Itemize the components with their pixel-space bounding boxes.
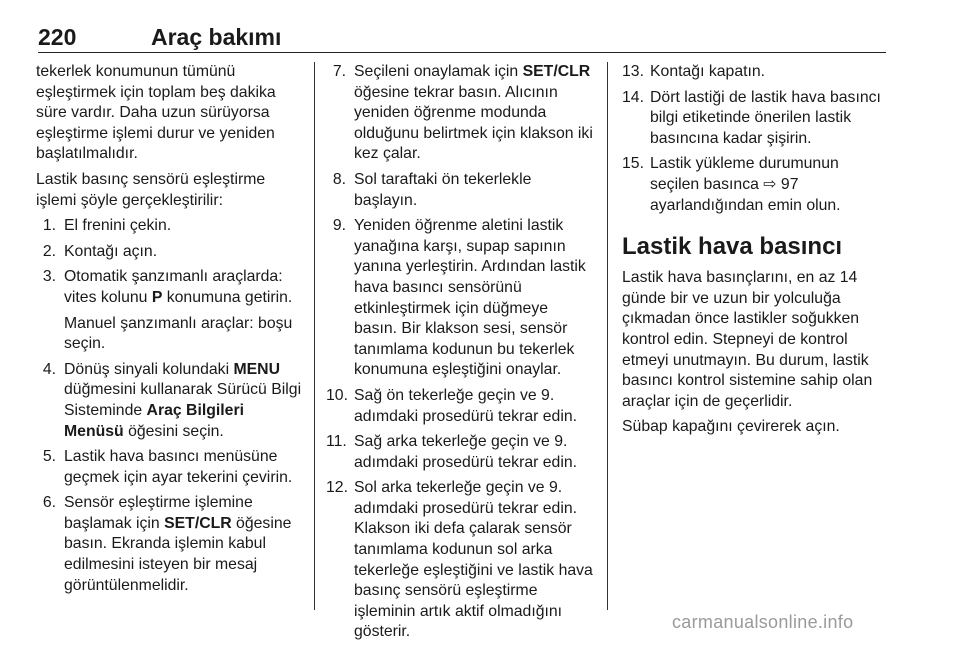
section-heading: Lastik hava basıncı — [622, 233, 843, 261]
section-paragraph-2: Sübap kapağını çevirerek açın. — [622, 418, 840, 436]
step-text: Kontağı kapatın. — [650, 63, 766, 80]
menu-name: Araç Bilgileri Menüsü — [64, 401, 244, 440]
step-text: Dönüş sinyali kolundaki — [64, 360, 234, 378]
gear-position: P — [151, 288, 163, 306]
step-text: Sensör eşleştirme işlemine başlamak için — [64, 494, 253, 532]
column-divider-2 — [607, 62, 608, 610]
section-paragraph: Lastik hava basınçlarını, en az 14 günde bir ve uzun bir yolculuğa çıkmadan önce lastikler soğukken kontrol edin. Stepneyi de kontrol etmeyi unutmayın. Bu durum, lastik basıncı kontrol sistemine sahip olan araçlar için de geçerlidir. — [622, 269, 873, 410]
step-13 — [622, 62, 890, 83]
step-number: 8. — [332, 170, 346, 188]
step-number: 2. — [42, 242, 56, 260]
steps-list-1 — [36, 216, 304, 596]
step-number: 6. — [42, 494, 56, 512]
procedure-intro: Lastik basınç sensörü eşleştirme işlemi şöyle gerçekleştirilir: — [36, 170, 266, 209]
page-reference[interactable]: 97 — [776, 175, 799, 193]
step-3 — [36, 267, 304, 354]
step-text: El frenini çekin. — [64, 217, 172, 235]
step-7 — [326, 62, 594, 165]
step-text: Sağ ön tekerleğe geçin ve 9. adımdaki prosedürü tekrar edin. — [354, 386, 578, 425]
step-2 — [36, 242, 304, 263]
step-8 — [326, 170, 594, 211]
step-number: 14. — [622, 88, 644, 106]
step-text: Kontağı açın. — [64, 242, 158, 260]
step-number: 11. — [326, 433, 347, 451]
step-text: Yeniden öğrenme aletini lastik yanağına karşı, supap sapının yanına yerleştirin. Ardından lastik hava basıncı sensörünü etkinleştirmek için düğmeye basın. Bir klakson sesi, sensör tanımlama kodunun bu tekerlek konumuna eşleştiğini onaylar. — [354, 217, 586, 379]
step-6 — [36, 493, 304, 596]
column-2 — [326, 62, 594, 648]
step-text: öğesine tekrar basın. Alıcının yeniden öğrenme modunda olduğunu belirtmek için klakson iki kez çalar. — [354, 83, 593, 163]
column-1 — [36, 62, 304, 601]
page-header — [38, 24, 886, 53]
chapter-title: Araç bakımı — [151, 24, 282, 50]
step-text: Lastik hava basıncı menüsüne geçmek için ayar tekerini çevirin. — [64, 448, 293, 486]
steps-list-3 — [622, 62, 890, 216]
watermark: carmanualsonline.info — [672, 612, 854, 632]
step-number: 1. — [42, 217, 56, 235]
step-number: 9. — [332, 217, 346, 235]
step-text: ayarlandığından emin olun. — [650, 196, 841, 214]
step-text: Sol arka tekerleğe geçin ve 9. adımdaki prosedürü tekrar edin. Klakson iki defa çalarak sensör tanımlama kodunun sol arka tekerleğe eşleştiğini ve lastik hava basınç sensörü eşleştirme işleminin artık aktif olmadığını gösterir. — [354, 479, 593, 641]
step-12 — [326, 478, 594, 643]
intro-paragraph: tekerlek konumunun tümünü eşleştirmek için toplam beş dakika süre vardır. Daha uzun sürüyorsa eşleştirme işlemi durur ve yeniden başlatılmalıdır. — [36, 63, 276, 163]
column-divider-1 — [314, 62, 315, 610]
set-clr-label: SET/CLR — [522, 63, 591, 80]
step-text: öğesine basın. Ekranda işlemin kabul edilmesini isteyen bir mesaj görüntülenmelidir. — [64, 514, 292, 594]
menu-button-label: MENU — [233, 360, 280, 378]
step-number: 15. — [622, 155, 644, 173]
set-clr-label: SET/CLR — [164, 514, 232, 532]
step-11 — [326, 432, 594, 473]
step-5 — [36, 447, 304, 488]
step-number: 12. — [326, 479, 348, 497]
step-text: konumuna getirin. — [162, 288, 293, 306]
step-number: 7. — [332, 63, 346, 80]
step-9 — [326, 216, 594, 381]
step-14 — [622, 88, 890, 150]
column-3 — [622, 62, 890, 443]
step-number: 10. — [326, 386, 348, 404]
step-text: Dört lastiği de lastik hava basıncı bilgi etiketinde önerilen lastik basıncına kadar şişirin. — [650, 88, 881, 147]
step-text: Seçileni onaylamak için — [354, 63, 523, 80]
page-number: 220 — [38, 24, 77, 50]
arrow-reference-icon: ⇨ — [763, 175, 777, 193]
step-number: 5. — [42, 448, 56, 466]
step-text: Sağ arka tekerleğe geçin ve 9. adımdaki prosedürü tekrar edin. — [354, 433, 578, 471]
step-subnote: Manuel şanzımanlı araçlar: boşu seçin. — [64, 314, 293, 353]
step-15 — [622, 154, 890, 216]
step-text: düğmesini kullanarak Sürücü Bilgi Sisteminde — [64, 381, 302, 419]
step-4 — [36, 360, 304, 442]
step-text: öğesini seçin. — [123, 422, 224, 440]
step-text: Sol taraftaki ön tekerlekle başlayın. — [354, 170, 532, 209]
step-text: Otomatik şanzımanlı araçlarda: vites kolunu — [64, 268, 283, 306]
step-1 — [36, 216, 304, 237]
steps-list-2 — [326, 62, 594, 643]
step-text: Lastik yükleme durumunun seçilen basınca — [650, 155, 839, 193]
step-10 — [326, 386, 594, 427]
step-number: 3. — [42, 268, 56, 286]
step-number: 13. — [622, 63, 644, 80]
step-number: 4. — [42, 360, 56, 378]
